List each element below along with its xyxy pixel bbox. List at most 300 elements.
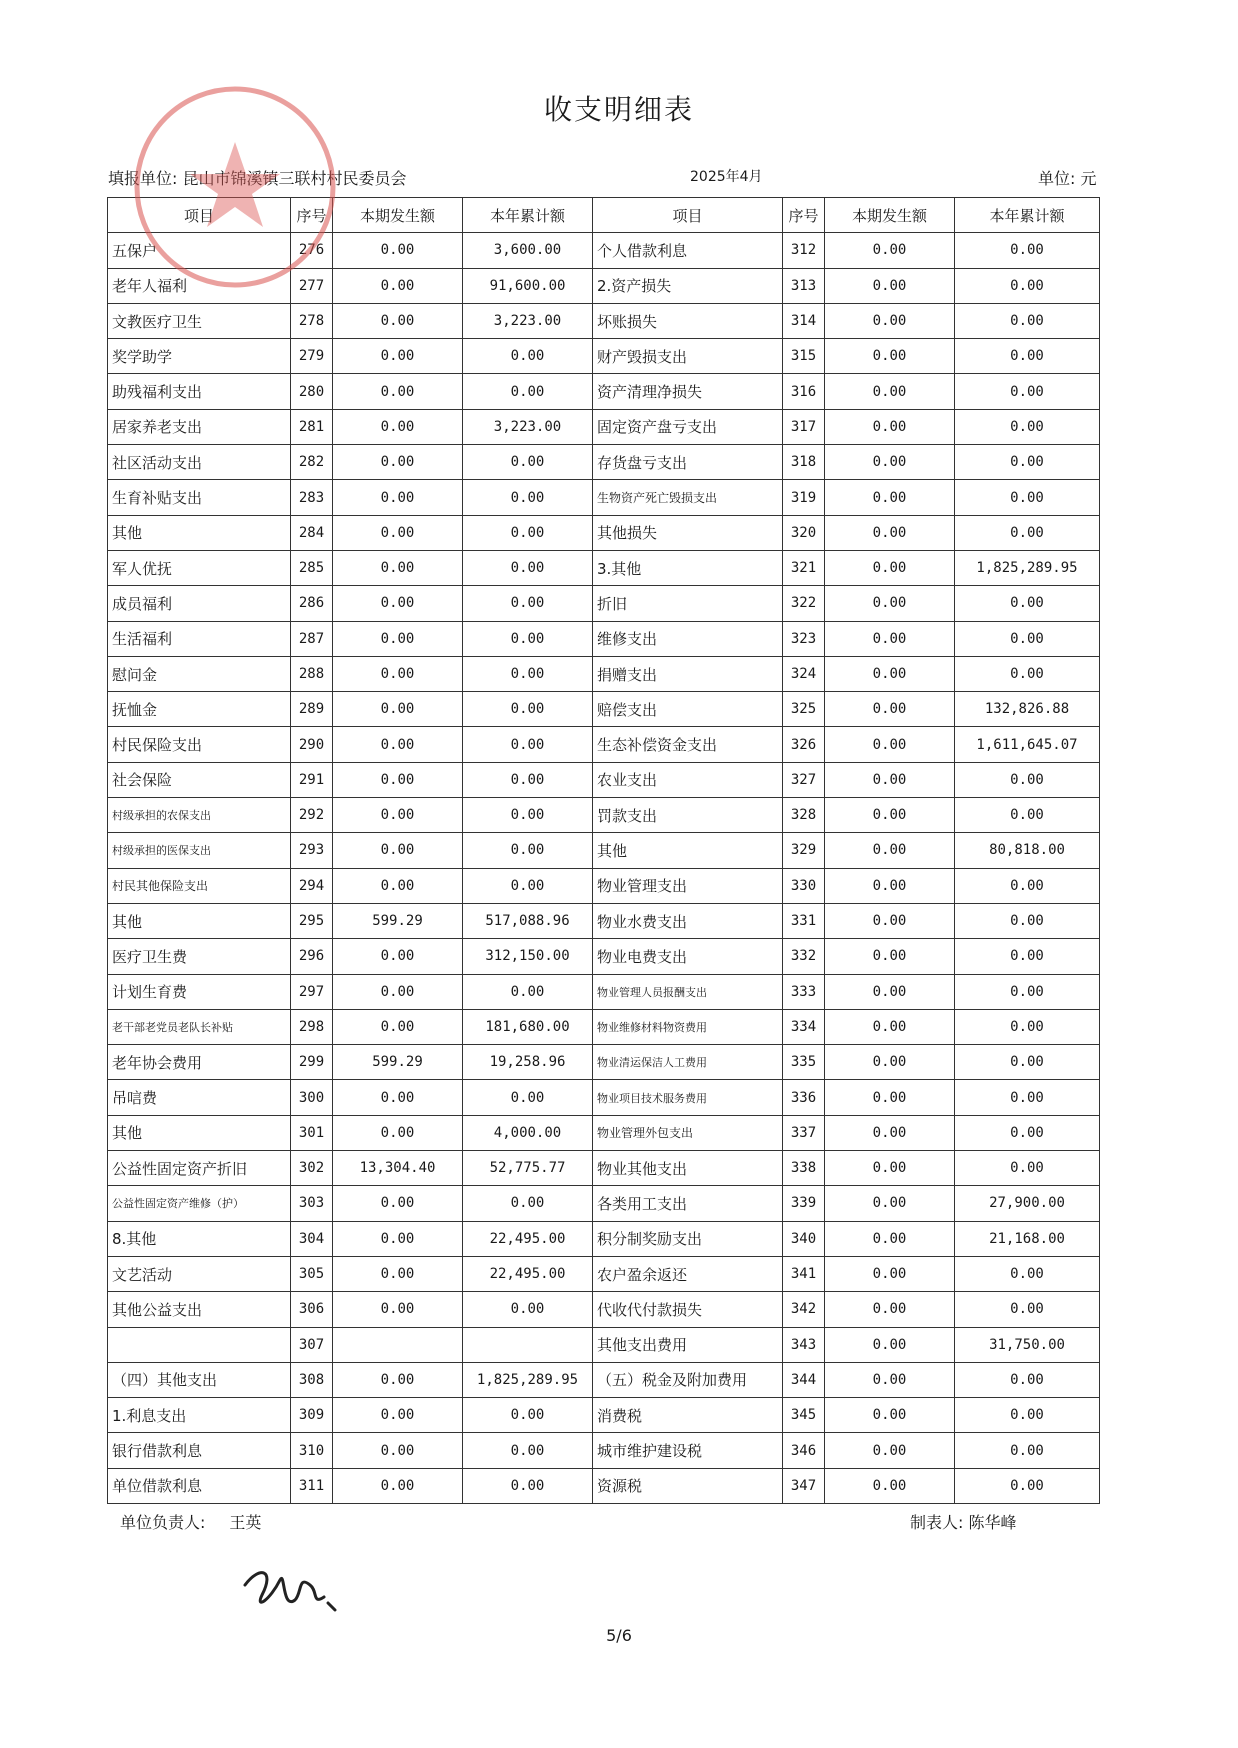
left-current-cell: 0.00 — [333, 833, 463, 868]
left-seq-cell: 300 — [291, 1080, 333, 1115]
left-ytd-cell: 312,150.00 — [463, 939, 593, 974]
left-current-cell: 0.00 — [333, 762, 463, 797]
left-ytd-cell: 22,495.00 — [463, 1256, 593, 1291]
right-seq-cell: 343 — [783, 1327, 825, 1362]
right-seq-cell: 314 — [783, 303, 825, 338]
right-ytd-cell: 0.00 — [955, 445, 1100, 480]
table-row — [108, 762, 1100, 797]
right-ytd-cell: 0.00 — [955, 1468, 1100, 1503]
table-row — [108, 621, 1100, 656]
left-item-cell: 成员福利 — [108, 586, 291, 621]
left-seq-cell: 279 — [291, 339, 333, 374]
right-seq-cell: 316 — [783, 374, 825, 409]
left-seq-cell: 281 — [291, 409, 333, 444]
left-item-cell: 居家养老支出 — [108, 409, 291, 444]
column-header: 本年累计额 — [463, 198, 593, 233]
right-current-cell: 0.00 — [825, 374, 955, 409]
left-current-cell: 13,304.40 — [333, 1151, 463, 1186]
right-item-cell: 捐赠支出 — [593, 656, 783, 691]
preparer-name: 陈华峰 — [968, 1513, 1017, 1532]
table-row — [108, 1256, 1100, 1291]
left-item-cell: 吊唁费 — [108, 1080, 291, 1115]
right-current-cell: 0.00 — [825, 303, 955, 338]
left-item-cell: 村级承担的农保支出 — [108, 798, 291, 833]
table-row — [108, 1292, 1100, 1327]
right-seq-cell: 332 — [783, 939, 825, 974]
table-row — [108, 1186, 1100, 1221]
left-item-cell: （四）其他支出 — [108, 1362, 291, 1397]
right-ytd-cell: 0.00 — [955, 303, 1100, 338]
right-current-cell: 0.00 — [825, 939, 955, 974]
right-current-cell: 0.00 — [825, 1292, 955, 1327]
left-ytd-cell: 1,825,289.95 — [463, 1362, 593, 1397]
right-current-cell: 0.00 — [825, 480, 955, 515]
right-item-cell: 城市维护建设税 — [593, 1433, 783, 1468]
right-current-cell: 0.00 — [825, 233, 955, 268]
right-seq-cell: 326 — [783, 727, 825, 762]
table-row — [108, 339, 1100, 374]
right-ytd-cell: 0.00 — [955, 1009, 1100, 1044]
left-item-cell: 生育补贴支出 — [108, 480, 291, 515]
left-ytd-cell: 0.00 — [463, 339, 593, 374]
right-current-cell: 0.00 — [825, 621, 955, 656]
right-current-cell: 0.00 — [825, 974, 955, 1009]
left-current-cell: 599.29 — [333, 903, 463, 938]
right-item-cell: 维修支出 — [593, 621, 783, 656]
left-seq-cell: 297 — [291, 974, 333, 1009]
right-item-cell: 物业维修材料物资费用 — [593, 1009, 783, 1044]
left-seq-cell: 304 — [291, 1221, 333, 1256]
left-seq-cell: 306 — [291, 1292, 333, 1327]
left-current-cell: 0.00 — [333, 445, 463, 480]
right-ytd-cell: 0.00 — [955, 762, 1100, 797]
left-current-cell: 0.00 — [333, 515, 463, 550]
left-item-cell: 村民其他保险支出 — [108, 868, 291, 903]
right-ytd-cell: 0.00 — [955, 1151, 1100, 1186]
left-current-cell: 0.00 — [333, 1186, 463, 1221]
right-seq-cell: 325 — [783, 692, 825, 727]
left-current-cell: 0.00 — [333, 1468, 463, 1503]
right-seq-cell: 334 — [783, 1009, 825, 1044]
right-current-cell: 0.00 — [825, 1009, 955, 1044]
right-current-cell: 0.00 — [825, 515, 955, 550]
left-current-cell: 0.00 — [333, 339, 463, 374]
left-item-cell: 老年人福利 — [108, 268, 291, 303]
right-seq-cell: 330 — [783, 868, 825, 903]
right-current-cell: 0.00 — [825, 903, 955, 938]
right-item-cell: 其他损失 — [593, 515, 783, 550]
left-ytd-cell: 0.00 — [463, 656, 593, 691]
table-row — [108, 974, 1100, 1009]
left-ytd-cell: 0.00 — [463, 480, 593, 515]
right-ytd-cell: 0.00 — [955, 1045, 1100, 1080]
left-seq-cell: 298 — [291, 1009, 333, 1044]
page-number: 5/6 — [606, 1626, 632, 1645]
left-item-cell: 其他 — [108, 1115, 291, 1150]
left-item-cell: 老干部老党员老队长补贴 — [108, 1009, 291, 1044]
left-seq-cell: 307 — [291, 1327, 333, 1362]
right-item-cell: 财产毁损支出 — [593, 339, 783, 374]
left-seq-cell: 310 — [291, 1433, 333, 1468]
right-ytd-cell: 132,826.88 — [955, 692, 1100, 727]
right-ytd-cell: 0.00 — [955, 1398, 1100, 1433]
reporting-unit: 填报单位: 昆山市锦溪镇三联村村民委员会 — [108, 169, 407, 188]
right-seq-cell: 324 — [783, 656, 825, 691]
right-current-cell: 0.00 — [825, 1115, 955, 1150]
right-seq-cell: 347 — [783, 1468, 825, 1503]
left-item-cell: 助残福利支出 — [108, 374, 291, 409]
left-ytd-cell: 0.00 — [463, 374, 593, 409]
right-seq-cell: 333 — [783, 974, 825, 1009]
right-current-cell: 0.00 — [825, 268, 955, 303]
table-row — [108, 374, 1100, 409]
left-current-cell: 0.00 — [333, 1292, 463, 1327]
left-seq-cell: 290 — [291, 727, 333, 762]
right-ytd-cell: 0.00 — [955, 903, 1100, 938]
left-ytd-cell: 3,223.00 — [463, 303, 593, 338]
right-item-cell: 物业管理外包支出 — [593, 1115, 783, 1150]
table-row — [108, 1151, 1100, 1186]
table-row — [108, 233, 1100, 268]
table-row — [108, 445, 1100, 480]
left-current-cell: 0.00 — [333, 233, 463, 268]
right-ytd-cell: 0.00 — [955, 798, 1100, 833]
left-current-cell: 0.00 — [333, 409, 463, 444]
right-item-cell: 物业管理支出 — [593, 868, 783, 903]
preparer-label: 制表人: — [910, 1513, 964, 1532]
right-ytd-cell: 0.00 — [955, 939, 1100, 974]
right-item-cell: 物业电费支出 — [593, 939, 783, 974]
left-ytd-cell: 19,258.96 — [463, 1045, 593, 1080]
column-header: 序号 — [783, 198, 825, 233]
table-row — [108, 550, 1100, 585]
right-seq-cell: 346 — [783, 1433, 825, 1468]
table-row — [108, 1221, 1100, 1256]
left-ytd-cell: 22,495.00 — [463, 1221, 593, 1256]
left-ytd-cell: 0.00 — [463, 1080, 593, 1115]
left-item-cell: 计划生育费 — [108, 974, 291, 1009]
left-seq-cell: 308 — [291, 1362, 333, 1397]
right-current-cell: 0.00 — [825, 445, 955, 480]
left-current-cell — [333, 1327, 463, 1362]
right-ytd-cell: 1,825,289.95 — [955, 550, 1100, 585]
table-row — [108, 656, 1100, 691]
right-seq-cell: 339 — [783, 1186, 825, 1221]
right-current-cell: 0.00 — [825, 656, 955, 691]
left-item-cell: 文艺活动 — [108, 1256, 291, 1291]
right-item-cell: 消费税 — [593, 1398, 783, 1433]
right-current-cell: 0.00 — [825, 339, 955, 374]
left-current-cell: 0.00 — [333, 868, 463, 903]
right-ytd-cell: 27,900.00 — [955, 1186, 1100, 1221]
right-ytd-cell: 0.00 — [955, 974, 1100, 1009]
left-item-cell: 其他 — [108, 903, 291, 938]
left-item-cell: 奖学助学 — [108, 339, 291, 374]
left-seq-cell: 282 — [291, 445, 333, 480]
right-item-cell: 物业管理人员报酬支出 — [593, 974, 783, 1009]
right-current-cell: 0.00 — [825, 586, 955, 621]
table-row — [108, 798, 1100, 833]
right-current-cell: 0.00 — [825, 1433, 955, 1468]
column-header: 项目 — [593, 198, 783, 233]
column-header: 项目 — [108, 198, 291, 233]
right-seq-cell: 318 — [783, 445, 825, 480]
left-current-cell: 0.00 — [333, 303, 463, 338]
right-item-cell: 其他支出费用 — [593, 1327, 783, 1362]
right-seq-cell: 342 — [783, 1292, 825, 1327]
left-ytd-cell: 517,088.96 — [463, 903, 593, 938]
left-item-cell: 公益性固定资产维修（护） — [108, 1186, 291, 1221]
left-seq-cell: 295 — [291, 903, 333, 938]
left-ytd-cell: 0.00 — [463, 550, 593, 585]
right-ytd-cell: 0.00 — [955, 1292, 1100, 1327]
right-item-cell: 折旧 — [593, 586, 783, 621]
left-ytd-cell: 0.00 — [463, 1398, 593, 1433]
table-row — [108, 268, 1100, 303]
right-current-cell: 0.00 — [825, 727, 955, 762]
left-current-cell: 0.00 — [333, 550, 463, 585]
left-current-cell: 0.00 — [333, 1398, 463, 1433]
left-seq-cell: 303 — [291, 1186, 333, 1221]
right-ytd-cell: 0.00 — [955, 656, 1100, 691]
table-row — [108, 1115, 1100, 1150]
table-row — [108, 868, 1100, 903]
left-seq-cell: 301 — [291, 1115, 333, 1150]
left-ytd-cell: 0.00 — [463, 692, 593, 727]
left-item-cell: 社会保险 — [108, 762, 291, 797]
table-row — [108, 939, 1100, 974]
left-seq-cell: 311 — [291, 1468, 333, 1503]
left-ytd-cell: 91,600.00 — [463, 268, 593, 303]
left-seq-cell: 278 — [291, 303, 333, 338]
table-row — [108, 692, 1100, 727]
left-current-cell: 0.00 — [333, 727, 463, 762]
left-seq-cell: 283 — [291, 480, 333, 515]
right-ytd-cell: 0.00 — [955, 1115, 1100, 1150]
right-item-cell: 各类用工支出 — [593, 1186, 783, 1221]
table-row — [108, 515, 1100, 550]
right-item-cell: 物业清运保洁人工费用 — [593, 1045, 783, 1080]
right-ytd-cell: 0.00 — [955, 374, 1100, 409]
left-current-cell: 0.00 — [333, 374, 463, 409]
right-seq-cell: 341 — [783, 1256, 825, 1291]
currency-unit: 单位: 元 — [1038, 169, 1097, 188]
column-header: 序号 — [291, 198, 333, 233]
left-current-cell: 0.00 — [333, 480, 463, 515]
right-seq-cell: 317 — [783, 409, 825, 444]
left-item-cell: 公益性固定资产折旧 — [108, 1151, 291, 1186]
right-item-cell: 其他 — [593, 833, 783, 868]
left-ytd-cell: 0.00 — [463, 798, 593, 833]
left-item-cell: 社区活动支出 — [108, 445, 291, 480]
left-ytd-cell: 0.00 — [463, 1292, 593, 1327]
right-current-cell: 0.00 — [825, 1151, 955, 1186]
left-seq-cell: 287 — [291, 621, 333, 656]
right-item-cell: 资产清理净损失 — [593, 374, 783, 409]
right-ytd-cell: 0.00 — [955, 233, 1100, 268]
left-current-cell: 0.00 — [333, 939, 463, 974]
right-item-cell: 积分制奖励支出 — [593, 1221, 783, 1256]
left-seq-cell: 288 — [291, 656, 333, 691]
left-item-cell: 村级承担的医保支出 — [108, 833, 291, 868]
left-seq-cell: 296 — [291, 939, 333, 974]
left-item-cell: 其他 — [108, 515, 291, 550]
left-item-cell: 抚恤金 — [108, 692, 291, 727]
table-row — [108, 303, 1100, 338]
table-row — [108, 1080, 1100, 1115]
left-seq-cell: 289 — [291, 692, 333, 727]
left-item-cell: 老年协会费用 — [108, 1045, 291, 1080]
left-seq-cell: 286 — [291, 586, 333, 621]
right-current-cell: 0.00 — [825, 1362, 955, 1397]
left-current-cell: 0.00 — [333, 1362, 463, 1397]
right-item-cell: 物业水费支出 — [593, 903, 783, 938]
right-ytd-cell: 0.00 — [955, 1256, 1100, 1291]
right-item-cell: 坏账损失 — [593, 303, 783, 338]
table-header-row — [108, 198, 1100, 233]
preparer — [910, 1510, 1017, 1533]
left-seq-cell: 292 — [291, 798, 333, 833]
left-ytd-cell: 0.00 — [463, 445, 593, 480]
right-item-cell: 资源税 — [593, 1468, 783, 1503]
right-current-cell: 0.00 — [825, 1256, 955, 1291]
left-seq-cell: 305 — [291, 1256, 333, 1291]
right-ytd-cell: 31,750.00 — [955, 1327, 1100, 1362]
left-current-cell: 599.29 — [333, 1045, 463, 1080]
left-ytd-cell: 0.00 — [463, 833, 593, 868]
left-current-cell: 0.00 — [333, 1080, 463, 1115]
right-ytd-cell: 0.00 — [955, 339, 1100, 374]
right-item-cell: 农业支出 — [593, 762, 783, 797]
right-item-cell: 农户盈余返还 — [593, 1256, 783, 1291]
left-ytd-cell — [463, 1327, 593, 1362]
right-ytd-cell: 0.00 — [955, 1080, 1100, 1115]
right-seq-cell: 327 — [783, 762, 825, 797]
right-current-cell: 0.00 — [825, 1327, 955, 1362]
right-current-cell: 0.00 — [825, 762, 955, 797]
table-row — [108, 903, 1100, 938]
right-item-cell: 罚款支出 — [593, 798, 783, 833]
table-row — [108, 1468, 1100, 1503]
column-header: 本期发生额 — [825, 198, 955, 233]
left-seq-cell: 284 — [291, 515, 333, 550]
table-row — [108, 1327, 1100, 1362]
left-item-cell: 慰问金 — [108, 656, 291, 691]
right-current-cell: 0.00 — [825, 798, 955, 833]
right-current-cell: 0.00 — [825, 868, 955, 903]
right-current-cell: 0.00 — [825, 692, 955, 727]
left-seq-cell: 285 — [291, 550, 333, 585]
right-seq-cell: 313 — [783, 268, 825, 303]
right-ytd-cell: 0.00 — [955, 268, 1100, 303]
left-current-cell: 0.00 — [333, 1115, 463, 1150]
right-seq-cell: 328 — [783, 798, 825, 833]
left-current-cell: 0.00 — [333, 798, 463, 833]
left-item-cell: 其他公益支出 — [108, 1292, 291, 1327]
right-ytd-cell: 0.00 — [955, 1362, 1100, 1397]
right-item-cell: 物业项目技术服务费用 — [593, 1080, 783, 1115]
left-ytd-cell: 3,223.00 — [463, 409, 593, 444]
right-item-cell: 赔偿支出 — [593, 692, 783, 727]
left-item-cell: 军人优抚 — [108, 550, 291, 585]
right-seq-cell: 344 — [783, 1362, 825, 1397]
right-seq-cell: 315 — [783, 339, 825, 374]
right-seq-cell: 338 — [783, 1151, 825, 1186]
right-item-cell: 代收代付款损失 — [593, 1292, 783, 1327]
right-current-cell: 0.00 — [825, 1080, 955, 1115]
right-item-cell: 生物资产死亡毁损支出 — [593, 480, 783, 515]
right-current-cell: 0.00 — [825, 1186, 955, 1221]
right-ytd-cell: 0.00 — [955, 409, 1100, 444]
left-item-cell: 1.利息支出 — [108, 1398, 291, 1433]
right-seq-cell: 319 — [783, 480, 825, 515]
right-ytd-cell: 0.00 — [955, 586, 1100, 621]
table-row — [108, 409, 1100, 444]
right-ytd-cell: 21,168.00 — [955, 1221, 1100, 1256]
right-current-cell: 0.00 — [825, 409, 955, 444]
left-current-cell: 0.00 — [333, 586, 463, 621]
right-seq-cell: 337 — [783, 1115, 825, 1150]
right-current-cell: 0.00 — [825, 1045, 955, 1080]
left-item-cell: 医疗卫生费 — [108, 939, 291, 974]
right-item-cell: （五）税金及附加费用 — [593, 1362, 783, 1397]
left-ytd-cell: 0.00 — [463, 1186, 593, 1221]
left-current-cell: 0.00 — [333, 1433, 463, 1468]
right-item-cell: 存货盘亏支出 — [593, 445, 783, 480]
left-ytd-cell: 0.00 — [463, 727, 593, 762]
page-title: 收支明细表 — [543, 93, 694, 126]
column-header: 本期发生额 — [333, 198, 463, 233]
left-seq-cell: 309 — [291, 1398, 333, 1433]
left-ytd-cell: 0.00 — [463, 1468, 593, 1503]
left-item-cell: 文教医疗卫生 — [108, 303, 291, 338]
report-period: 2025年4月 — [690, 169, 763, 185]
right-current-cell: 0.00 — [825, 833, 955, 868]
left-seq-cell: 299 — [291, 1045, 333, 1080]
table-row — [108, 1045, 1100, 1080]
left-item-cell: 村民保险支出 — [108, 727, 291, 762]
right-item-cell: 生态补偿资金支出 — [593, 727, 783, 762]
left-ytd-cell: 52,775.77 — [463, 1151, 593, 1186]
left-seq-cell: 293 — [291, 833, 333, 868]
right-seq-cell: 320 — [783, 515, 825, 550]
table-row — [108, 1362, 1100, 1397]
right-seq-cell: 335 — [783, 1045, 825, 1080]
left-item-cell: 单位借款利息 — [108, 1468, 291, 1503]
left-current-cell: 0.00 — [333, 1221, 463, 1256]
left-seq-cell: 302 — [291, 1151, 333, 1186]
right-seq-cell: 321 — [783, 550, 825, 585]
table-row — [108, 1398, 1100, 1433]
column-header: 本年累计额 — [955, 198, 1100, 233]
right-seq-cell: 312 — [783, 233, 825, 268]
table-row — [108, 1009, 1100, 1044]
left-ytd-cell: 0.00 — [463, 586, 593, 621]
left-item-cell: 生活福利 — [108, 621, 291, 656]
table-row — [108, 586, 1100, 621]
right-seq-cell: 345 — [783, 1398, 825, 1433]
left-ytd-cell: 0.00 — [463, 762, 593, 797]
left-seq-cell: 291 — [291, 762, 333, 797]
left-current-cell: 0.00 — [333, 656, 463, 691]
right-ytd-cell: 0.00 — [955, 868, 1100, 903]
right-item-cell: 固定资产盘亏支出 — [593, 409, 783, 444]
right-seq-cell: 336 — [783, 1080, 825, 1115]
left-seq-cell: 276 — [291, 233, 333, 268]
right-seq-cell: 331 — [783, 903, 825, 938]
left-item-cell: 银行借款利息 — [108, 1433, 291, 1468]
left-current-cell: 0.00 — [333, 1009, 463, 1044]
